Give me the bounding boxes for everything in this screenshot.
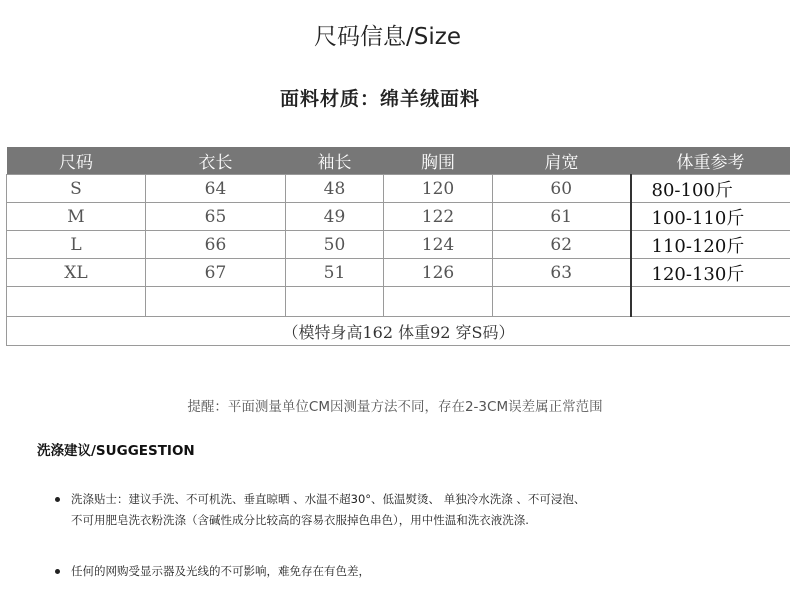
cell-sleeve: 49 bbox=[286, 203, 384, 231]
cell-chest: 122 bbox=[384, 203, 493, 231]
cell-length: 65 bbox=[146, 203, 286, 231]
table-note-row bbox=[7, 317, 790, 346]
table-row bbox=[7, 203, 790, 231]
cell-weight: 80-100斤 bbox=[631, 175, 790, 203]
header-chest: 胸围 bbox=[384, 147, 493, 175]
bullet-icon bbox=[55, 497, 60, 502]
fabric-label: 面料材质：绵羊绒面料 bbox=[279, 88, 480, 110]
table-row bbox=[7, 259, 790, 287]
cell-chest: 120 bbox=[384, 175, 493, 203]
color-tip bbox=[71, 561, 771, 582]
size-table bbox=[6, 147, 790, 346]
wash-tip-line-2: 不可用肥皂洗衣粉洗涤（含碱性成分比较高的容易衣服掉色串色），用中性温和洗衣液洗涤. bbox=[71, 513, 529, 527]
header-weight: 体重参考 bbox=[631, 147, 790, 175]
cell-sleeve: 50 bbox=[286, 231, 384, 259]
header-shoulder: 肩宽 bbox=[493, 147, 631, 175]
wash-tip bbox=[71, 489, 771, 531]
cell-size: XL bbox=[7, 259, 146, 287]
cell-chest: 124 bbox=[384, 231, 493, 259]
cell-size: S bbox=[7, 175, 146, 203]
page-title: 尺码信息/Size bbox=[314, 24, 461, 50]
table-row bbox=[7, 175, 790, 203]
cell-length: 66 bbox=[146, 231, 286, 259]
cell-shoulder: 63 bbox=[493, 259, 631, 287]
empty-cell bbox=[7, 287, 146, 317]
table-row-empty bbox=[7, 287, 790, 317]
cell-sleeve: 48 bbox=[286, 175, 384, 203]
cell-weight: 100-110斤 bbox=[631, 203, 790, 231]
bullet-icon bbox=[55, 569, 60, 574]
cell-sleeve: 51 bbox=[286, 259, 384, 287]
measurement-reminder: 提醒：平面测量单位CM因测量方法不同，存在2-3CM误差属正常范围 bbox=[187, 399, 603, 415]
empty-cell bbox=[493, 287, 631, 317]
cell-shoulder: 62 bbox=[493, 231, 631, 259]
empty-cell bbox=[384, 287, 493, 317]
cell-weight: 120-130斤 bbox=[631, 259, 790, 287]
color-tip-text: 任何的网购受显示器及光线的不可影响，难免存在有色差， bbox=[71, 564, 370, 578]
cell-shoulder: 60 bbox=[493, 175, 631, 203]
table-row bbox=[7, 231, 790, 259]
cell-length: 64 bbox=[146, 175, 286, 203]
empty-cell bbox=[286, 287, 384, 317]
cell-size: M bbox=[7, 203, 146, 231]
header-length: 衣长 bbox=[146, 147, 286, 175]
table-header-row bbox=[7, 147, 790, 175]
cell-size: L bbox=[7, 231, 146, 259]
empty-cell bbox=[146, 287, 286, 317]
header-sleeve: 袖长 bbox=[286, 147, 384, 175]
wash-tip-line-1: 洗涤贴士：建议手洗、不可机洗、垂直晾晒 、水温不超30°、低温熨烫、 单独冷水洗涤 、不可浸泡、 bbox=[71, 492, 586, 506]
header-size: 尺码 bbox=[7, 147, 146, 175]
cell-chest: 126 bbox=[384, 259, 493, 287]
cell-shoulder: 61 bbox=[493, 203, 631, 231]
empty-cell bbox=[631, 287, 790, 317]
cell-length: 67 bbox=[146, 259, 286, 287]
cell-weight: 110-120斤 bbox=[631, 231, 790, 259]
wash-section-title: 洗涤建议/SUGGESTION bbox=[37, 443, 195, 459]
model-note: （模特身高162 体重92 穿S码） bbox=[7, 317, 790, 346]
